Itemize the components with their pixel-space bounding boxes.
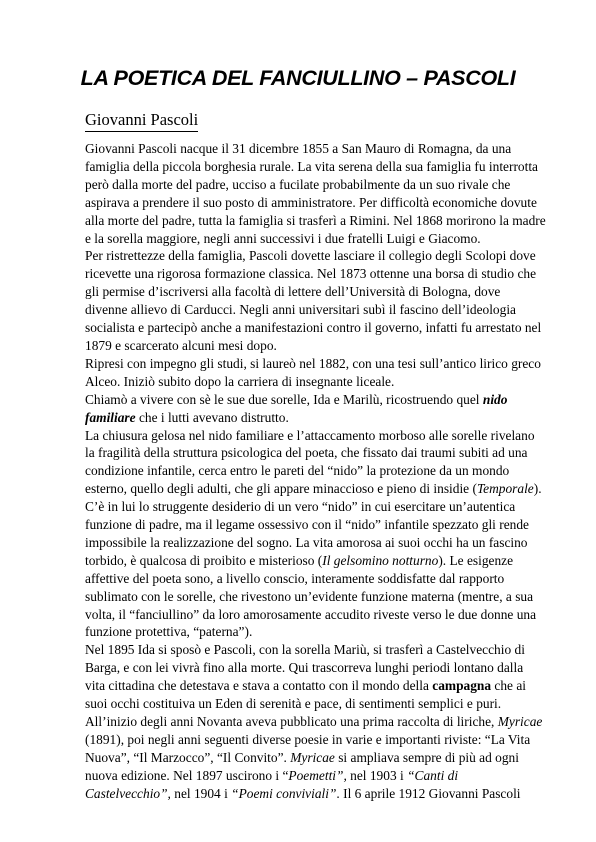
text-line: alla morte del padre, tutta la famiglia si trasferì a Rimini. Nel 1868 morirono la madre: [85, 212, 546, 228]
text-line: affettive del poeta sono, a livello conscio, interamente soddisfatte dal rapporto: [85, 570, 505, 586]
paragraph-1: [85, 140, 546, 247]
text-line: socialista e partecipò anche a manifestazioni contro il governo, infatti fu arrestato nel: [85, 320, 542, 336]
text-line: divenne allievo di Carducci. Negli anni universitari subì il fascino dell’ideologia: [85, 302, 516, 318]
text-run: ). Le esigenze: [438, 552, 514, 568]
text-run: Nuova”, “Il Marzocco”, “Il Convito”.: [85, 749, 291, 765]
text-run: All’inizio degli anni Novanta aveva pubblicato una prima raccolta di liriche,: [85, 714, 498, 729]
text-line: Alceo. Iniziò subito dopo la carriera di insegnante liceale.: [85, 373, 395, 389]
page-title: LA POETICA DEL FANCIULLINO – PASCOLI: [80, 66, 516, 90]
text-line: [85, 552, 515, 570]
paragraph-7: [85, 713, 543, 803]
emphasis-nido: nido: [482, 391, 508, 407]
text-line: ricevette una rigorosa formazione classica. Nel 1873 ottenne una borsa di studio che: [85, 266, 537, 282]
text-line: 1879 e scarcerato alcuni mesi dopo.: [85, 337, 277, 353]
italic-title: Il gelsomino notturno: [322, 552, 439, 568]
text-run: vita cittadina che detestava e stava a contatto con il mondo della: [85, 678, 433, 694]
text-line: e la sorella maggiore, negli anni successivi i due fratelli Luigi e Giacomo.: [85, 230, 481, 246]
italic-title: “Poemi conviviali”: [231, 785, 337, 801]
text-run: torbido, è qualcosa di proibito e misterioso (: [85, 552, 323, 568]
text-line: funzione di padre, ma il legame ossessivo con il “nido” infantile spezzato gli rende: [85, 517, 529, 533]
text-line: [85, 409, 515, 427]
text-line: C’è in lui lo struggente desiderio di un vero “nido” in cui esercitare un’autentica: [85, 499, 516, 515]
bold-campagna: campagna: [432, 678, 492, 694]
text-run: esterno, quello degli adulti, che gli appare minaccioso e pieno di insidie (: [85, 481, 477, 497]
emphasis-familiare: familiare: [85, 409, 136, 425]
text-line: impossibile la realizzazione del sogno. La vita amorosa ai suoi occhi ha un fascino: [85, 534, 528, 550]
section-heading: Giovanni Pascoli: [85, 110, 198, 132]
text-line: condizione infantile, cerca entro le pareti del “nido” la protezione da un mondo: [85, 463, 510, 479]
text-line: Barga, e con lei vivrà fino alla morte. Qui trascorreva lunghi periodi lontano dalla: [85, 660, 524, 676]
text-line: [85, 749, 519, 767]
paragraph-2: [85, 247, 542, 354]
paragraph-6: [85, 641, 527, 713]
text-line: [85, 480, 542, 498]
paragraph-3: [85, 355, 541, 391]
text-line: aspirava a prendere il suo posto di amministratore. Per difficoltà economiche dovute: [85, 194, 537, 210]
text-line: Giovanni Pascoli nacque il 31 dicembre 1855 a San Mauro di Romagna, da una: [85, 141, 512, 156]
text-line: [85, 677, 527, 695]
text-run: . Il 6 aprile 1912 Giovanni Pascoli: [336, 785, 521, 801]
text-line: [85, 767, 515, 785]
text-line: [85, 391, 515, 409]
text-run: nel 1904 i: [170, 785, 232, 801]
text-line: gli permise d’iscriversi alla facoltà di lettere dell’Università di Bologna, dove: [85, 284, 501, 300]
italic-title: Poemetti”,: [288, 767, 347, 783]
text-line: però dalla morte del padre, ucciso a fucilate probabilmente da un suo rivale che: [85, 176, 511, 192]
italic-title: Castelvecchio”,: [85, 785, 171, 801]
text-line: sublimato con le sorelle, che rivestono un’evidente funzione materna (mentre, a sua: [85, 588, 534, 604]
text-run: si ampliava sempre di più ad ogni: [334, 749, 519, 765]
text-line: Nel 1895 Ida si sposò e Pascoli, con la sorella Mariù, si trasferì a Castelvecchio di: [85, 642, 525, 658]
text-line: Per ristrettezze della famiglia, Pascoli dovette lasciare il collegio degli Scolopi dove: [85, 248, 536, 264]
document-body: [85, 140, 546, 803]
text-line: (1891), poi negli anni seguenti diverse poesie in varie e importanti riviste: “La Vita: [85, 731, 531, 747]
paragraph-4: [85, 391, 515, 427]
text-run: nel 1903 i: [346, 767, 408, 783]
text-line: [85, 713, 543, 731]
text-line: [85, 785, 521, 803]
text-run: che i lutti avevano distrutto.: [135, 409, 289, 425]
text-line: famiglia della piccola borghesia rurale. La vita serena della sua famiglia fu interrotta: [85, 158, 538, 174]
text-run: che ai: [491, 678, 527, 694]
text-line: Ripresi con impegno gli studi, si laureò nel 1882, con una tesi sull’antico lirico greco: [85, 355, 541, 371]
paragraph-5: [85, 427, 542, 642]
text-run: Chiamò a vivere con sè le sue due sorelle, Ida e Marilù, ricostruendo quel: [85, 391, 483, 407]
text-run: ).: [533, 481, 542, 497]
text-run: nuova edizione. Nel 1897 uscirono i “: [85, 767, 289, 783]
italic-title: Myricae: [497, 714, 543, 729]
italic-title: “Canti di: [407, 767, 459, 783]
text-line: suoi occhi costituiva un Eden di serenità e pace, di sentimenti semplici e puri.: [85, 696, 502, 712]
text-line: La chiusura gelosa nel nido familiare e l’attaccamento morboso alle sorelle rivelano: [85, 427, 535, 443]
italic-title: Myricae: [290, 749, 335, 765]
text-line: funzione protettiva, “paterna”).: [85, 624, 253, 640]
text-line: volta, il “fanciullino” da loro amorosamente accudito riveste verso le due donne una: [85, 606, 537, 622]
text-line: la fragilità della struttura psicologica del poeta, che fissato dai traumi subiti ad una: [85, 445, 528, 461]
italic-title: Temporale: [476, 481, 534, 497]
